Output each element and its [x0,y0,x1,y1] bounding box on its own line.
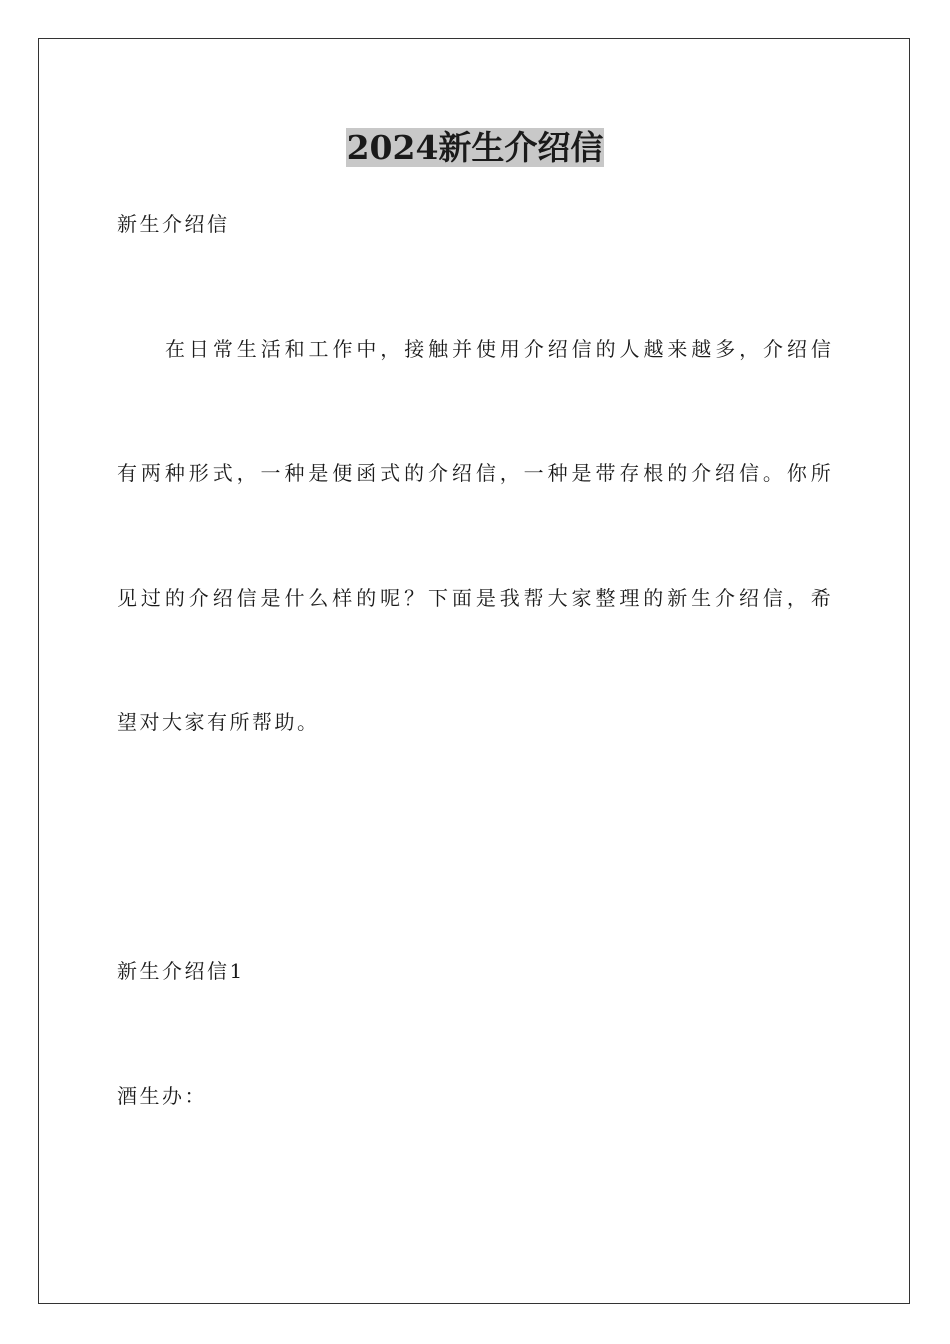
document-title [0,126,950,170]
document-subtitle: 新生介绍信 [117,212,230,236]
section-heading: 新生介绍信1 [117,959,245,983]
intro-paragraph-line-3: 见 过 的 介 绍 信 是 什 么 样 的 呢 ？ 下 面 是 我 帮 大 家 整 理 的 新 生 介 绍 信 ， 希 [117,586,831,610]
intro-paragraph-line-2: 有 两 种 形 式 ， 一 种 是 便 函 式 的 介 绍 信 ， 一 种 是 带 存 根 的 介 绍 信 。 你 所 [117,461,831,485]
intro-paragraph-line-4: 望对大家有所帮助。 [117,710,320,734]
document-title-text: 2024新生介绍信 [346,128,604,167]
intro-paragraph-line-1: 在 日 常 生 活 和 工 作 中 ， 接 触 并 使 用 介 绍 信 的 人 越 来 越 多 ， 介 绍 信 [165,337,831,361]
salutation: 酒生办： [117,1084,207,1108]
